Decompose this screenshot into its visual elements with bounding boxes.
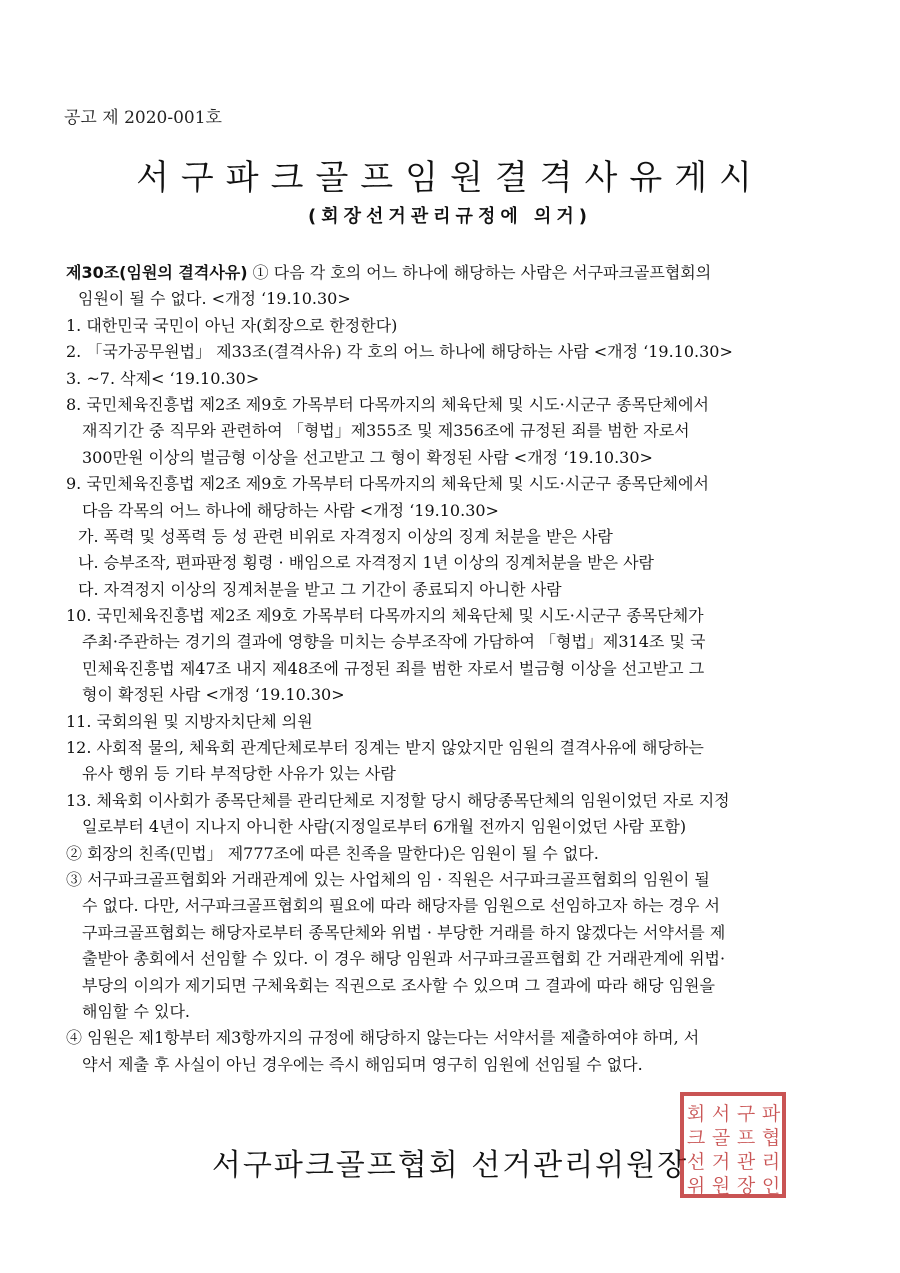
body-line: 8. 국민체육진흥법 제2조 제9호 가목부터 다목까지의 체육단체 및 시도·시군구 종목단체에서 — [66, 394, 709, 414]
body-line: 구파크골프협회는 해당자로부터 종목단체와 위법 · 부당한 거래를 하지 않겠다는 서약서를 제 — [82, 922, 726, 942]
body-line: 12. 사회적 물의, 체육회 관계단체로부터 징계는 받지 않았지만 임원의 결격사유에 해당하는 — [66, 738, 704, 758]
body-line: 일로부터 4년이 지나지 아니한 사람(지정일로부터 6개월 전까지 임원이었던 사람 포함) — [82, 817, 687, 837]
body-line: 13. 체육회 이사회가 종목단체를 관리단체로 지정할 당시 해당종목단체의 임원이었던 자로 지정 — [66, 790, 730, 810]
article-heading: 제30조(임원의 결격사유) — [66, 263, 248, 282]
body-line: 11. 국회의원 및 지방자치단체 의원 — [66, 711, 313, 731]
notice-number: 공고 제 2020-001호 — [64, 108, 222, 128]
body-line: 해임할 수 있다. — [82, 1001, 190, 1021]
body-line: 10. 국민체육진흥법 제2조 제9호 가목부터 다목까지의 체육단체 및 시도·시군구 종목단체가 — [66, 606, 704, 626]
seal-characters — [687, 1103, 781, 1197]
seal-character: 서 — [711, 1103, 731, 1125]
body-line: 9. 국민체육진흥법 제2조 제9호 가목부터 다목까지의 체육단체 및 시도·시군구 종목단체에서 — [66, 474, 709, 494]
seal-character: 장 — [736, 1175, 756, 1197]
document-subtitle: (회장선거관리규정에 의거) — [308, 206, 592, 227]
official-seal-icon — [678, 1090, 788, 1200]
body-line: 임원이 될 수 없다. <개정 ‘19.10.30> — [78, 289, 351, 309]
body-line: 3. ~7. 삭제< ‘19.10.30> — [66, 368, 260, 388]
body-line: 형이 확정된 사람 <개정 ‘19.10.30> — [82, 685, 345, 705]
body-line: 수 없다. 다만, 서구파크골프협회의 필요에 따라 해당자를 임원으로 선임하고자 하는 경우 서 — [82, 896, 720, 916]
seal-character: 골 — [711, 1127, 731, 1149]
body-line: ② 회장의 친족(민법」 제777조에 따른 친족을 말한다)은 임원이 될 수 없다. — [66, 843, 599, 863]
body-line: 주최·주관하는 경기의 결과에 영향을 미치는 승부조작에 가담하여 「형법」제314조 및 국 — [82, 632, 706, 652]
seal-character: 위 — [686, 1175, 706, 1197]
seal-character: 크 — [686, 1127, 706, 1149]
body-line: 재직기간 중 직무와 관련하여 「형법」제355조 및 제356조에 규정된 죄를 범한 자로서 — [82, 421, 690, 441]
signature: 서구파크골프협회 선거관리위원장 — [211, 1148, 689, 1183]
body-line — [66, 260, 848, 286]
body-line: 1. 대한민국 국민이 아닌 자(회장으로 한정한다) — [66, 315, 398, 335]
body-line: 출받아 총회에서 선임할 수 있다. 이 경우 해당 임원과 서구파크골프협회 간 거래관계에 위법· — [82, 949, 726, 969]
seal-character: 거 — [711, 1151, 731, 1173]
body-line: 민체육진흥법 제47조 내지 제48조에 규정된 죄를 범한 자로서 벌금형 이상을 선고받고 그 — [82, 658, 705, 678]
body-line: ④ 임원은 제1항부터 제3항까지의 규정에 해당하지 않는다는 서약서를 제출하여야 하며, 서 — [66, 1028, 700, 1048]
document-body — [66, 260, 848, 1078]
seal-character: 원 — [711, 1175, 731, 1197]
body-line: 다. 자격정지 이상의 징계처분을 받고 그 기간이 종료되지 아니한 사람 — [78, 579, 562, 599]
body-line: 300만원 이상의 벌금형 이상을 선고받고 그 형이 확정된 사람 <개정 ‘19.10.30> — [82, 447, 653, 467]
seal-character: 인 — [761, 1175, 781, 1197]
body-line: 부당의 이의가 제기되면 구체육회는 직권으로 조사할 수 있으며 그 결과에 따라 해당 임원을 — [82, 975, 715, 995]
body-line: 약서 제출 후 사실이 아닌 경우에는 즉시 해임되며 영구히 임원에 선임될 수 없다. — [82, 1054, 643, 1074]
seal-character: 리 — [761, 1151, 781, 1173]
body-line: 다음 각목의 어느 하나에 해당하는 사람 <개정 ‘19.10.30> — [82, 500, 499, 520]
body-line: ③ 서구파크골프협회와 거래관계에 있는 사업체의 임 · 직원은 서구파크골프협회의 임원이 될 — [66, 869, 710, 889]
body-line: 가. 폭력 및 성폭력 등 성 관련 비위로 자격정지 이상의 징계 처분을 받은 사람 — [78, 526, 613, 546]
seal-character: 협 — [761, 1127, 781, 1149]
seal-character: 관 — [736, 1151, 756, 1173]
body-line: 나. 승부조작, 편파판정 횡령 · 배임으로 자격정지 1년 이상의 징계처분을 받은 사람 — [78, 553, 654, 573]
seal-character: 파 — [761, 1103, 781, 1125]
seal-character: 선 — [686, 1151, 706, 1173]
document-title: 서구파크골프임원결격사유게시 — [136, 158, 764, 198]
body-line: 유사 행위 등 기타 부적당한 사유가 있는 사람 — [82, 764, 396, 784]
seal-character: 회 — [686, 1103, 706, 1125]
seal-character: 구 — [736, 1103, 756, 1125]
body-line: 2. 「국가공무원법」 제33조(결격사유) 각 호의 어느 하나에 해당하는 사람 <개정 ‘19.10.30> — [66, 342, 733, 362]
seal-character: 프 — [736, 1127, 756, 1149]
body-line-text: ① 다음 각 호의 어느 하나에 해당하는 사람은 서구파크골프협회의 — [252, 263, 712, 282]
